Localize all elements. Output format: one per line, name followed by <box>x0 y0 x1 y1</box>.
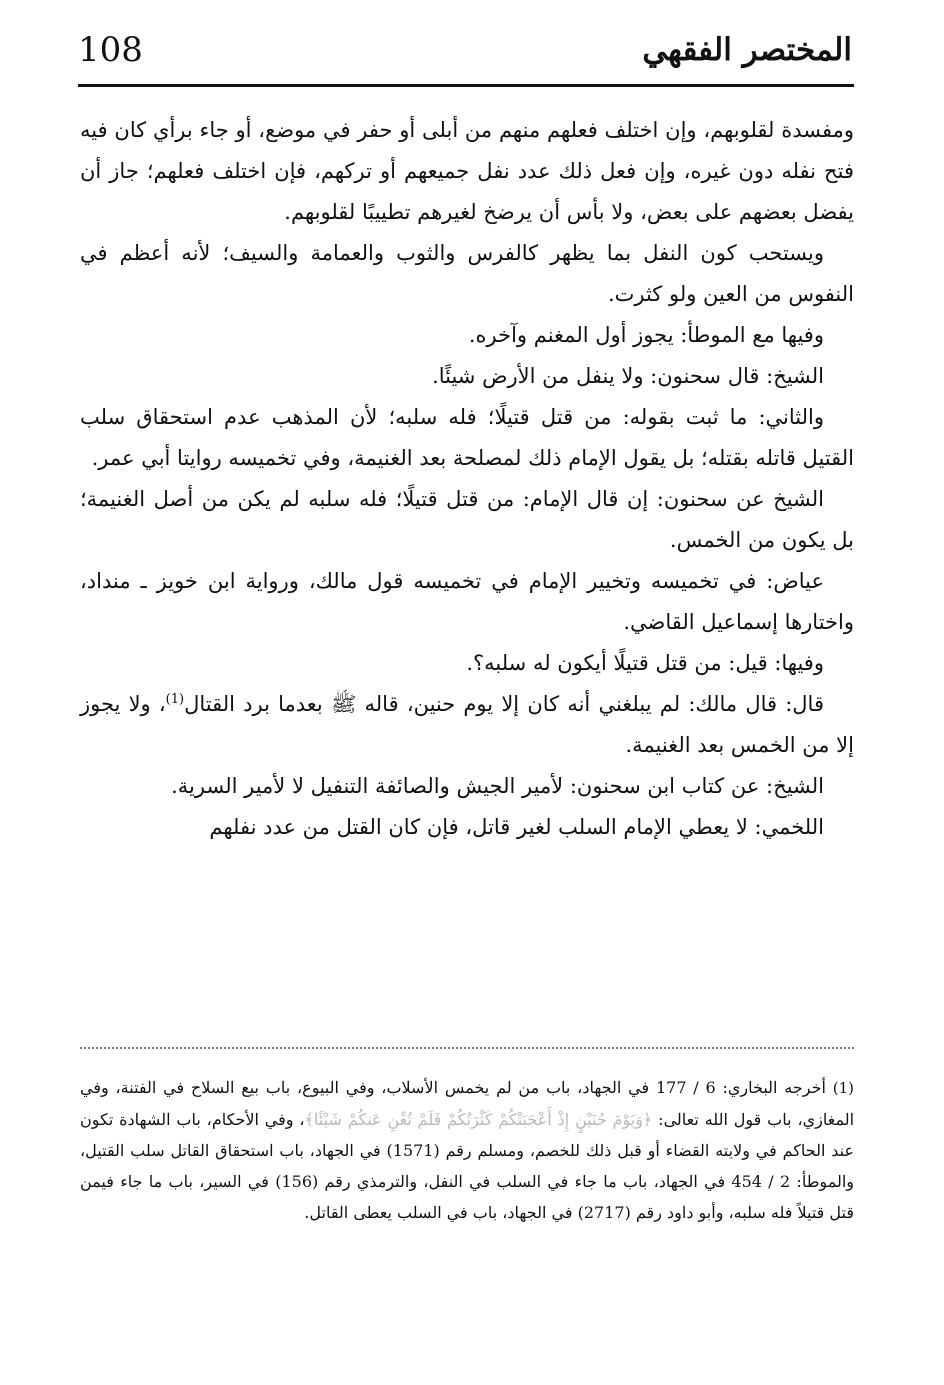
footnote-reference-1[interactable]: (1) <box>165 692 185 707</box>
footnote-1-number: (1) <box>832 1079 855 1097</box>
main-text <box>80 110 854 848</box>
paragraph-11: اللخمي: لا يعطي الإمام السلب لغير قاتل، فإن كان القتل من عدد نفلهم <box>209 815 824 839</box>
footnote-divider <box>80 1047 854 1049</box>
paragraph-8: وفيها: قيل: من قتل قتيلًا أيكون له سلبه؟. <box>466 651 824 675</box>
page-number: 108 <box>78 30 143 70</box>
footnote-1-text-b: ، وفي الأحكام، باب الشهادة تكون عند الحاكم في ولايته القضاء أو قبل ذلك للخصم، ومسلم رقم (1571) في الجهاد، باب استحقاق القاتل سلب القتيل، والموطأ: 2 / 454 في الجهاد، باب ما جاء في السلب في النفل، والترمذي رقم (156) في السير، باب ما جاء فيمن قتل قتيلاً فله سلبه، وأبو داود رقم (2717) في الجهاد، باب في السلب يعطى القاتل. <box>80 1110 855 1222</box>
header-rule <box>78 84 854 87</box>
paragraph-10: الشيخ: عن كتاب ابن سحنون: لأمير الجيش والصائفة التنفيل لا لأمير السرية. <box>171 774 824 798</box>
running-title: المختصر الفقهي <box>642 32 852 68</box>
paragraph-4: الشيخ: قال سحنون: ولا ينفل من الأرض شيئًا. <box>432 364 824 388</box>
page-header <box>78 28 852 80</box>
paragraph-7: عياض: في تخميسه وتخيير الإمام في تخميسه قول مالك، ورواية ابن خويز ـ منداد، واختارها إسماعيل القاضي. <box>80 569 854 634</box>
paragraph-6: الشيخ عن سحنون: إن قال الإمام: من قتل قتيلًا؛ فله سلبه لم يكن من أصل الغنيمة؛ بل يكون من الخمس. <box>80 487 854 552</box>
paragraph-5: والثاني: ما ثبت بقوله: من قتل قتيلًا؛ فله سلبه؛ لأن المذهب عدم استحقاق سلب القتيل قاتله بقتله؛ بل يقول الإمام ذلك لمصلحة بعد الغنيمة، وفي تخميسه روايتا أبي عمر. <box>80 405 854 470</box>
paragraph-1: ومفسدة لقلوبهم، وإن اختلف فعلهم منهم من أبلى أو حفر في موضع، أو جاء برأي كان فيه فتح نفله دون غيره، وإن فعل ذلك عدد نفل جميعهم أو تركهم، فإن اختلف فعلهم؛ جاز أن يفضل بعضهم على بعض، ولا بأس أن يرضخ لغيرهم تطييبًا لقلوبهم. <box>80 118 854 224</box>
paragraph-3: وفيها مع الموطأ: يجوز أول المغنم وآخره. <box>468 323 824 347</box>
paragraph-9-text-a: قال: قال مالك: لم يبلغني أنه كان إلا يوم حنين، قاله ﷺ بعدما برد القتال <box>184 692 824 716</box>
footnote-1 <box>80 1072 854 1228</box>
footnote-1-quran-verse: ﴿وَيَوْمَ حُنَيْنٍ إِذْ أَعْجَبَتْكُمْ كَثْرَتُكُمْ فَلَمْ تُغْنِ عَنكُمْ شَيْئًا﴾ <box>304 1110 653 1129</box>
paragraph-9 <box>80 684 854 766</box>
paragraph-2: ويستحب كون النفل بما يظهر كالفرس والثوب والعمامة والسيف؛ لأنه أعظم في النفوس من العين ولو كثرت. <box>80 241 854 306</box>
paragraph-9-text-b: ، ولا يجوز إلا من الخمس بعد الغنيمة. <box>80 692 854 757</box>
footnote-1-text-a: أخرجه البخاري: 6 / 177 في الجهاد، باب من لم يخمس الأسلاب، وفي البيوع، باب بيع السلاح في الفتنة، وفي المغازي، باب قول الله تعالى: <box>80 1078 855 1129</box>
footnotes <box>80 1072 854 1228</box>
